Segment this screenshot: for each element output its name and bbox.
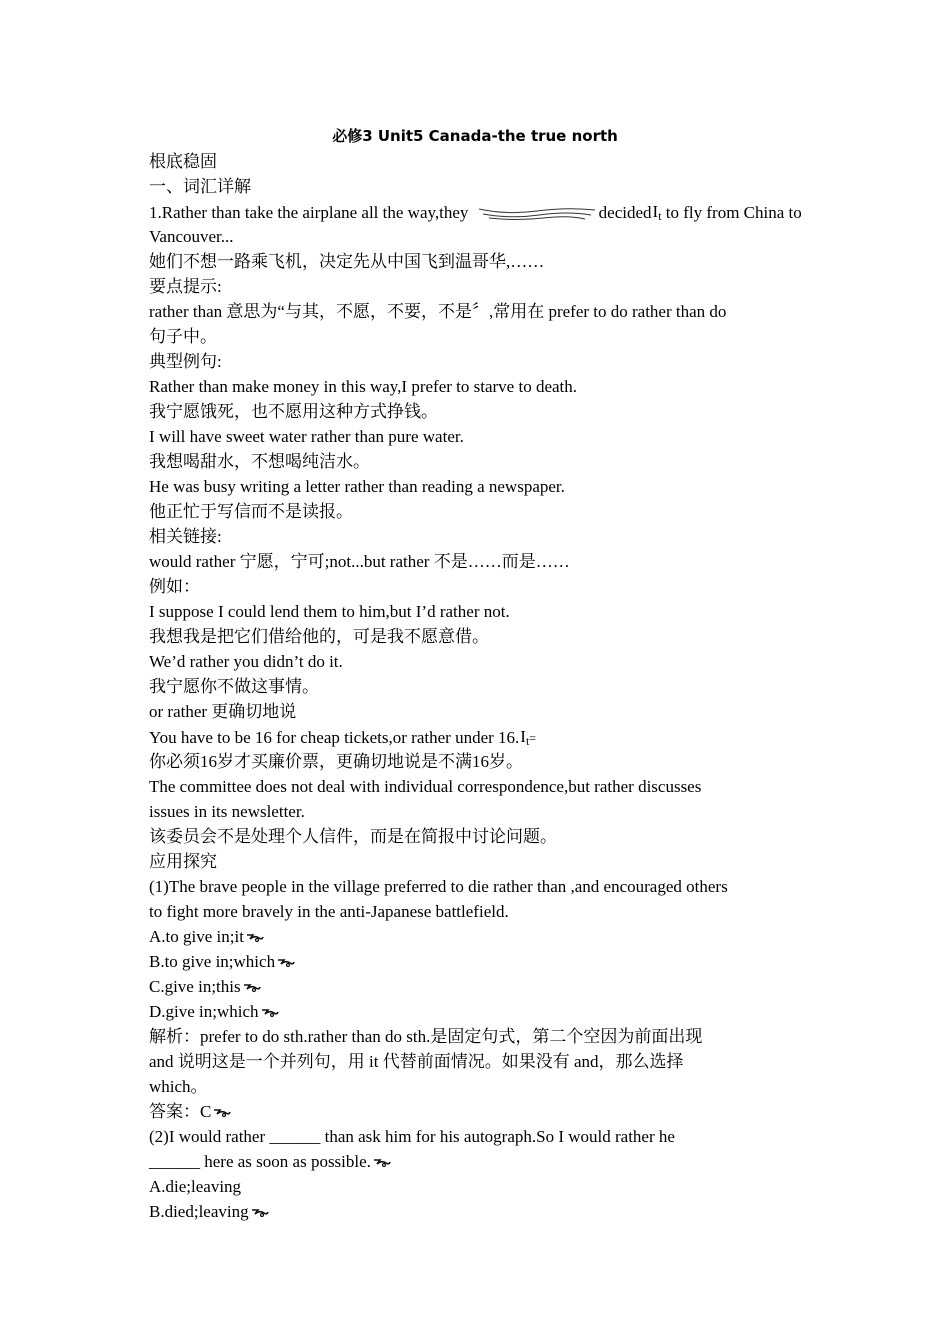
text-line: (1)The brave people in the village preferred to die rather than ,and encouraged others [149,877,728,896]
text-line: would rather 宁愿，宁可;not...but rather 不是……而是…… [149,552,570,571]
mark-subscript: t [525,734,530,748]
swoosh-icon [245,932,265,944]
answer-line [149,1099,879,1124]
text-fragment: to fly from China to [661,202,802,222]
text-line [149,1149,879,1174]
swoosh-icon [260,1007,280,1019]
text-line: 她们不想一路乘飞机，决定先从中国飞到温哥华,…… [149,252,545,271]
option-line [149,924,879,949]
mark-glyph: I [520,727,526,746]
text-line: 该委员会不是处理个人信件，而是在简报中讨论问题。 [149,827,557,846]
text-fragment: You have to be 16 for cheap tickets,or rather under 16. [149,727,520,747]
swoosh-icon [242,982,262,994]
text-line [149,199,879,224]
text-line: The committee does not deal with individual correspondence,but rather discusses [149,777,702,796]
text-fragment: 1.Rather than take the airplane all the way,they [149,202,473,222]
text-line: 应用探究 [149,852,217,871]
option-text: B.to give in;which [149,952,276,971]
text-line: 我宁愿你不做这事情。 [149,677,319,696]
section-subheading: 一、词汇详解 [149,177,251,196]
text-line [149,724,879,749]
text-line: 我想我是把它们借给他的，可是我不愿意借。 [149,627,489,646]
option-text: D.give in;which [149,1002,259,1021]
mark-glyph: I [652,202,659,221]
text-fragment: ______ here as soon as possible. [149,1152,371,1171]
text-line: 例如： [149,577,200,596]
text-line: 他正忙于写信而不是读报。 [149,502,353,521]
text-fragment: decided [598,202,652,222]
option-line: A.die;leaving [149,1177,242,1196]
text-line: 相关链接: [149,527,222,546]
option-text: A.to give in;it [149,927,244,946]
text-line: and 说明这是一个并列句，用 it 代替前面情况。如果没有 and，那么选择 [149,1052,684,1071]
section-heading: 根底稳固 [149,152,217,171]
text-line: (2)I would rather ______ than ask him for his autograph.So I would rather he [149,1127,675,1146]
mark-tail: = [529,731,537,745]
text-line: 句子中。 [149,327,217,346]
text-line: We’d rather you didn’t do it. [149,652,343,671]
text-line: 你必须16岁才买廉价票，更确切地说是不满16岁。 [149,752,523,771]
option-text: B.died;leaving [149,1202,249,1221]
text-line: Vancouver... [149,227,234,246]
mark-subscript: t [658,209,662,223]
text-line: 要点提示: [149,277,222,296]
option-line [149,974,879,999]
swoosh-icon [276,957,296,969]
text-line: 典型例句: [149,352,222,371]
text-line: I will have sweet water rather than pure water. [149,427,464,446]
text-line: He was busy writing a letter rather than reading a newspaper. [149,477,565,496]
text-line: 我想喝甜水，不想喝纯洁水。 [149,452,370,471]
option-text: C.give in;this [149,977,241,996]
text-line: 我宁愿饿死，也不愿用这种方式挣钱。 [149,402,438,421]
text-line: rather than 意思为“与其，不愿，不要，不是〞,常用在 prefer to do rather than do [149,302,727,321]
option-line [149,1199,879,1224]
option-line [149,949,879,974]
margin-mark [653,199,662,229]
answer-text: 答案：C [149,1102,212,1121]
wavy-underline-icon [477,206,597,222]
text-line: to fight more bravely in the anti-Japanese battlefield. [149,902,509,921]
text-line: 解析：prefer to do sth.rather than do sth.是固定句式，第二个空因为前面出现 [149,1027,703,1046]
document-title: 必修3 Unit5 Canada-the true north [332,127,618,145]
document-body [149,149,879,1224]
text-line: Rather than make money in this way,I prefer to starve to death. [149,377,578,396]
text-line: or rather 更确切地说 [149,702,297,721]
text-line: I suppose I could lend them to him,but I’d rather not. [149,602,510,621]
option-line [149,999,879,1024]
swoosh-icon [212,1107,232,1119]
swoosh-icon [372,1157,392,1169]
swoosh-icon [250,1207,270,1219]
text-line: which。 [149,1077,208,1096]
text-line: issues in its newsletter. [149,802,305,821]
